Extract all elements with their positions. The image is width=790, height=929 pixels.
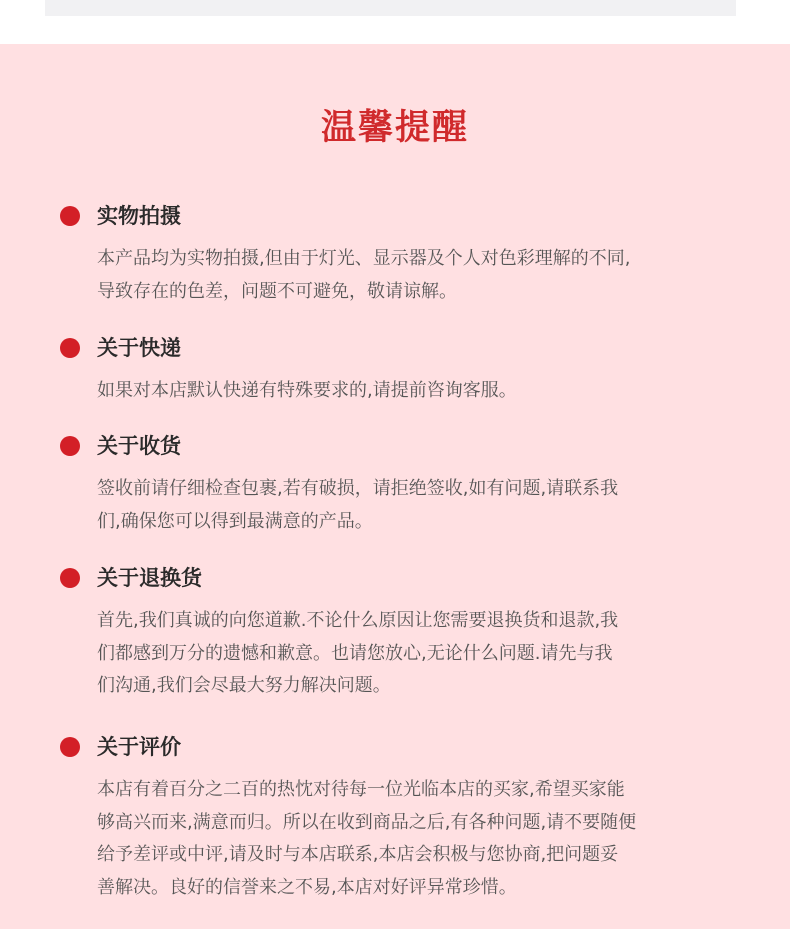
body-line: 善解决。良好的信誉来之不易,本店对好评异常珍惜。 — [97, 876, 517, 898]
section-body — [97, 473, 707, 538]
body-line: 们,确保您可以得到最满意的产品。 — [97, 510, 373, 532]
section-heading: 实物拍摄 — [97, 204, 181, 228]
body-line: 本店有着百分之二百的热忱对待每一位光临本店的买家,希望买家能 — [97, 779, 625, 800]
body-line: 们都感到万分的遗憾和歉意。也请您放心,无论什么问题.请先与我 — [97, 642, 613, 664]
bullet-dot-icon — [60, 338, 80, 358]
section-heading: 关于快递 — [97, 336, 181, 360]
section-body — [97, 605, 707, 703]
section-body — [97, 243, 707, 308]
bullet-dot-icon — [60, 737, 80, 757]
body-line: 如果对本店默认快递有特殊要求的,请提前咨询客服。 — [97, 380, 517, 401]
section-body — [97, 375, 707, 408]
body-line: 们沟通,我们会尽最大努力解决问题。 — [97, 675, 391, 696]
bullet-dot-icon — [60, 206, 80, 226]
body-line: 签收前请仔细检查包裹,若有破损，请拒绝签收,如有问题,请联系我 — [97, 478, 619, 499]
bullet-dot-icon — [60, 568, 80, 588]
section-body — [97, 774, 707, 904]
notice-title: 温馨提醒 — [320, 108, 469, 148]
body-line: 首先,我们真诚的向您道歉.不论什么原因让您需要退换货和退款,我 — [97, 610, 619, 631]
notice-panel — [0, 44, 790, 929]
body-line: 导致存在的色差，问题不可避免，敬请谅解。 — [97, 280, 457, 302]
body-line: 给予差评或中评,请及时与本店联系,本店会积极与您协商,把问题妥 — [97, 844, 619, 865]
section-heading: 关于退换货 — [97, 566, 202, 590]
section-heading: 关于评价 — [97, 735, 181, 759]
bullet-dot-icon — [60, 436, 80, 456]
section-heading: 关于收货 — [97, 434, 181, 458]
body-line: 够高兴而来,满意而归。所以在收到商品之后,有各种问题,请不要随便 — [97, 811, 637, 833]
top-strip — [45, 0, 736, 16]
body-line: 本产品均为实物拍摄,但由于灯光、显示器及个人对色彩理解的不同, — [97, 248, 631, 269]
